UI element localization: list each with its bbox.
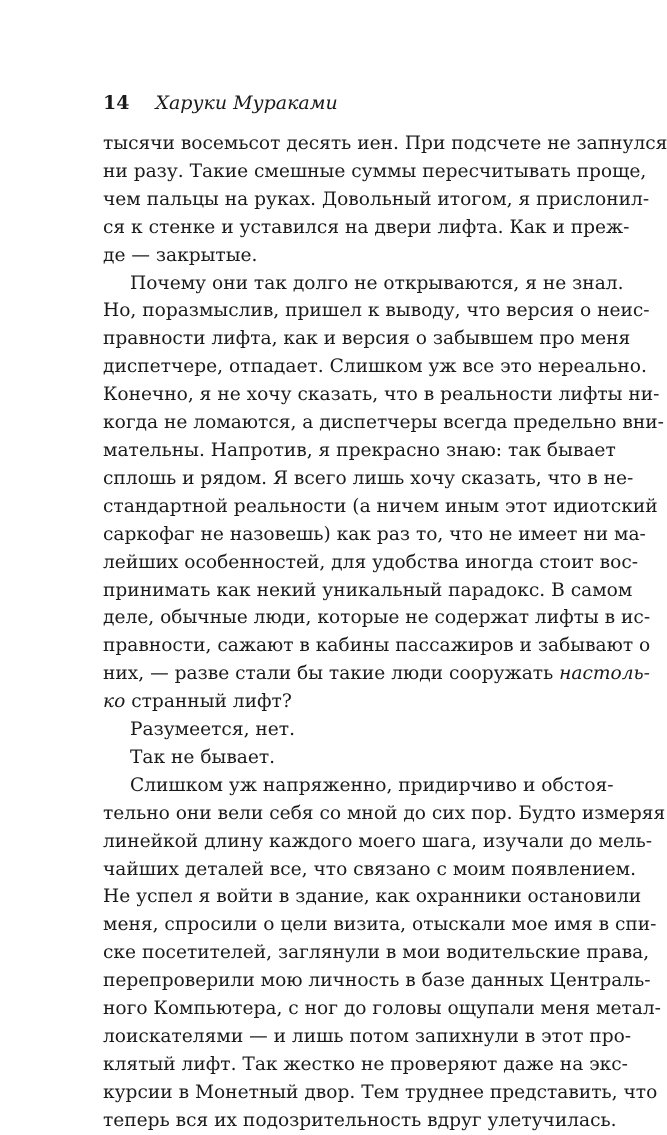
line-text: ске посетителей, заглянули в мои водительские права, [103, 942, 650, 964]
line-text: Слишком уж напряженно, придирчиво и обстоя- [130, 774, 614, 796]
line-text: де — закрытые. [103, 244, 258, 266]
text-line [103, 130, 667, 158]
text-line [103, 214, 630, 242]
text-line [103, 744, 575, 772]
text-line [103, 911, 657, 939]
line-text: Не успел я войти в здание, как охранники остановили [103, 886, 642, 908]
line-text: теперь вся их подозрительность вдруг улетучилась. [103, 1109, 617, 1131]
text-line [103, 800, 666, 828]
text-line [103, 381, 660, 409]
line-text: чем пальцы на руках. Довольный итогом, я прислонил- [103, 188, 650, 210]
text-line [103, 186, 650, 214]
text-line [103, 688, 575, 716]
text-line [103, 995, 661, 1023]
line-text: когда не ломаются, а диспетчеры всегда предельно вни- [103, 412, 664, 434]
text-line [103, 967, 651, 995]
line-text: странный лифт? [125, 691, 292, 713]
text-line [103, 883, 642, 911]
text-line [103, 437, 616, 465]
text-line [103, 409, 664, 437]
line-text: мательны. Напротив, я прекрасно знаю: так бывает [103, 439, 616, 461]
line-text: меня, спросили о цели визита, отыскали мое имя в спи- [103, 914, 657, 936]
body-text [103, 130, 667, 1135]
text-line [103, 242, 575, 270]
text-line [103, 521, 646, 549]
text-line [103, 604, 651, 632]
text-line [103, 772, 614, 800]
text-line [103, 660, 650, 688]
line-text: деле, обычные люди, которые не содержат лифты в ис- [103, 607, 651, 629]
line-text: них, — разве стали бы такие люди сооружать [103, 663, 560, 685]
emphasis: ко [103, 691, 126, 713]
text-line [103, 353, 647, 381]
page-number: 14 [103, 92, 130, 114]
line-text: ся к стенке и уставился на двери лифта. Как и преж- [103, 216, 630, 238]
line-text: клятый лифт. Так жестко не проверяют даже на экс- [103, 1053, 628, 1075]
book-page [103, 90, 667, 1135]
text-line [103, 297, 650, 325]
line-text: курсии в Монетный двор. Тем труднее представить, что [103, 1081, 658, 1103]
line-text: лоискателями — и лишь потом запихнули в этот про- [103, 1026, 632, 1047]
line-text: ного Компьютера, с ног до головы ощупали меня метал- [103, 998, 661, 1020]
line-text: ни разу. Такие смешные суммы пересчитывать проще, [103, 160, 647, 182]
line-text: правности лифта, как и версия о забывшем про меня [103, 328, 631, 350]
text-line [103, 856, 637, 884]
text-line [103, 270, 624, 298]
line-text: чайших деталей все, что связано с моим появлением. [103, 858, 637, 880]
emphasis: настоль- [559, 663, 650, 685]
line-text: Конечно, я не хочу сказать, что в реальности лифты ни- [103, 384, 660, 406]
line-text: стандартной реальности (а ничем иным этот идиотский [103, 495, 658, 517]
text-line [103, 1107, 617, 1135]
text-line [103, 1079, 658, 1107]
line-text: Разумеется, нет. [130, 719, 295, 741]
text-line [103, 325, 631, 353]
line-text: тельно они вели себя со мной до сих пор. Будто измеряя [103, 802, 666, 824]
line-text: линейкой длину каждого моего шага, изучали до мель- [103, 830, 653, 852]
line-text: саркофаг не назовешь) как раз то, что не имеет ни ма- [103, 523, 646, 545]
line-text: сплошь и рядом. Я всего лишь хочу сказать, что в не- [103, 467, 634, 489]
line-text: Так не бывает. [130, 746, 276, 768]
text-line [103, 828, 653, 856]
text-line [103, 158, 647, 186]
line-text: перепроверили мою личность в базе данных Централь- [103, 970, 651, 992]
text-line [103, 939, 650, 967]
text-line [103, 716, 575, 744]
text-line [103, 632, 651, 660]
line-text: тысячи восемьсот десять иен. При подсчете не запнулся [103, 133, 667, 154]
line-text: Почему они так долго не открываются, я не знал. [130, 272, 624, 294]
page-header [103, 90, 575, 116]
text-line [103, 465, 634, 493]
running-title: Харуки Мураками [155, 92, 338, 114]
line-text: лейших особенностей, для удобства иногда стоит вос- [103, 551, 639, 573]
text-line [103, 549, 639, 577]
text-line [103, 577, 633, 605]
line-text: Но, поразмыслив, пришел к выводу, что версия о неис- [103, 300, 650, 322]
text-line [103, 1023, 632, 1051]
text-line [103, 1051, 628, 1079]
line-text: принимать как некий уникальный парадокс. В самом [103, 579, 633, 601]
text-line [103, 493, 658, 521]
line-text: правности, сажают в кабины пассажиров и забывают о [103, 635, 651, 657]
line-text: диспетчере, отпадает. Слишком уж все это нереально. [103, 356, 647, 378]
